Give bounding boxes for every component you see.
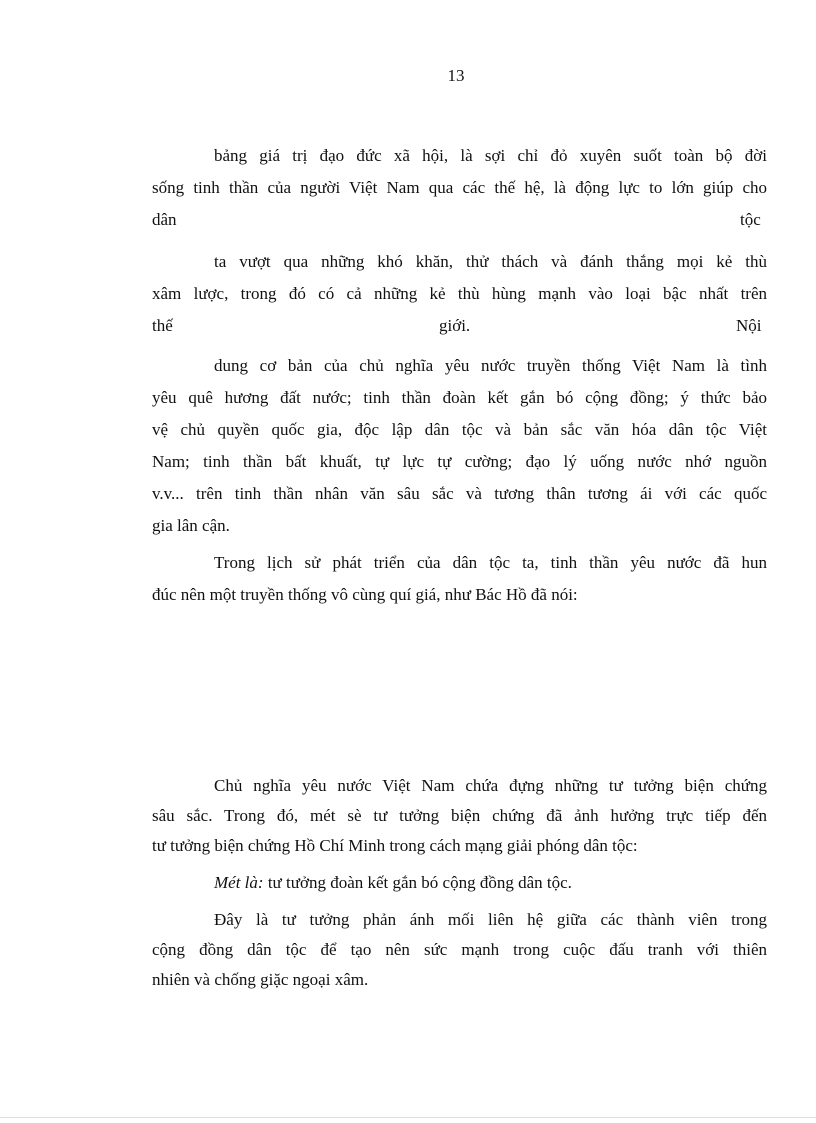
paragraph-line: vệ chủ quyền quốc gia, độc lập dân tộc và bản sắc văn hóa dân tộc Việt: [152, 420, 767, 439]
paragraph-line: Nam; tinh thần bất khuất, tự lực tự cường; đạo lý uống nước nhớ nguồn: [152, 452, 767, 471]
paragraph-line: đúc nên một truyền thống vô cùng quí giá, như Bác Hồ đã nói:: [152, 585, 578, 604]
italic-lead: Mét là:: [214, 873, 264, 892]
paragraph-line: dân: [152, 210, 177, 229]
paragraph-line: yêu quê hương đất nước; tinh thần đoàn kết gắn bó cộng đồng; ý thức bảo: [152, 388, 767, 407]
paragraph-line: tư tưởng biện chứng Hồ Chí Minh trong cách mạng giải phóng dân tộc:: [152, 836, 638, 855]
page-number: 13: [447, 66, 465, 85]
paragraph-line: Chủ nghĩa yêu nước Việt Nam chứa đựng những tư tưởng biện chứng: [214, 776, 767, 795]
paragraph-line: thế: [152, 316, 173, 335]
paragraph-line: sống tinh thần của người Việt Nam qua các thế hệ, là động lực to lớn giúp cho: [152, 178, 767, 197]
paragraph-line: [214, 873, 572, 893]
paragraph-line: giới.: [439, 316, 471, 335]
paragraph-line: bảng giá trị đạo đức xã hội, là sợi chỉ đỏ xuyên suốt toàn bộ đời: [214, 146, 767, 165]
paragraph-line: gia lân cận.: [152, 516, 230, 535]
paragraph-line: xâm lược, trong đó có cả những kẻ thù hùng mạnh vào loại bậc nhất trên: [152, 284, 767, 303]
paragraph-line: cộng đồng dân tộc để tạo nên sức mạnh trong cuộc đấu tranh với thiên: [152, 940, 767, 959]
paragraph-line: ta vượt qua những khó khăn, thử thách và đánh thắng mọi kẻ thù: [214, 252, 767, 271]
paragraph-line: Đây là tư tưởng phản ánh mối liên hệ giữa các thành viên trong: [214, 910, 767, 929]
paragraph-line: tộc: [740, 210, 761, 229]
paragraph-line: sâu sắc. Trong đó, mét sè tư tưởng biện chứng đã ảnh hưởng trực tiếp đến: [152, 806, 767, 825]
page-bottom-edge: [0, 1117, 816, 1118]
paragraph-line: nhiên và chống giặc ngoại xâm.: [152, 970, 369, 989]
paragraph-line: dung cơ bản của chủ nghĩa yêu nước truyền thống Việt Nam là tình: [214, 356, 767, 375]
paragraph-text: tư tưởng đoàn kết gắn bó cộng đồng dân tộc.: [263, 873, 572, 892]
paragraph-line: Trong lịch sử phát triển của dân tộc ta, tinh thần yêu nước đã hun: [214, 553, 767, 572]
paragraph-line: Nội: [736, 316, 762, 335]
paragraph-line: v.v... trên tinh thần nhân văn sâu sắc và tương thân tương ái với các quốc: [152, 484, 767, 503]
